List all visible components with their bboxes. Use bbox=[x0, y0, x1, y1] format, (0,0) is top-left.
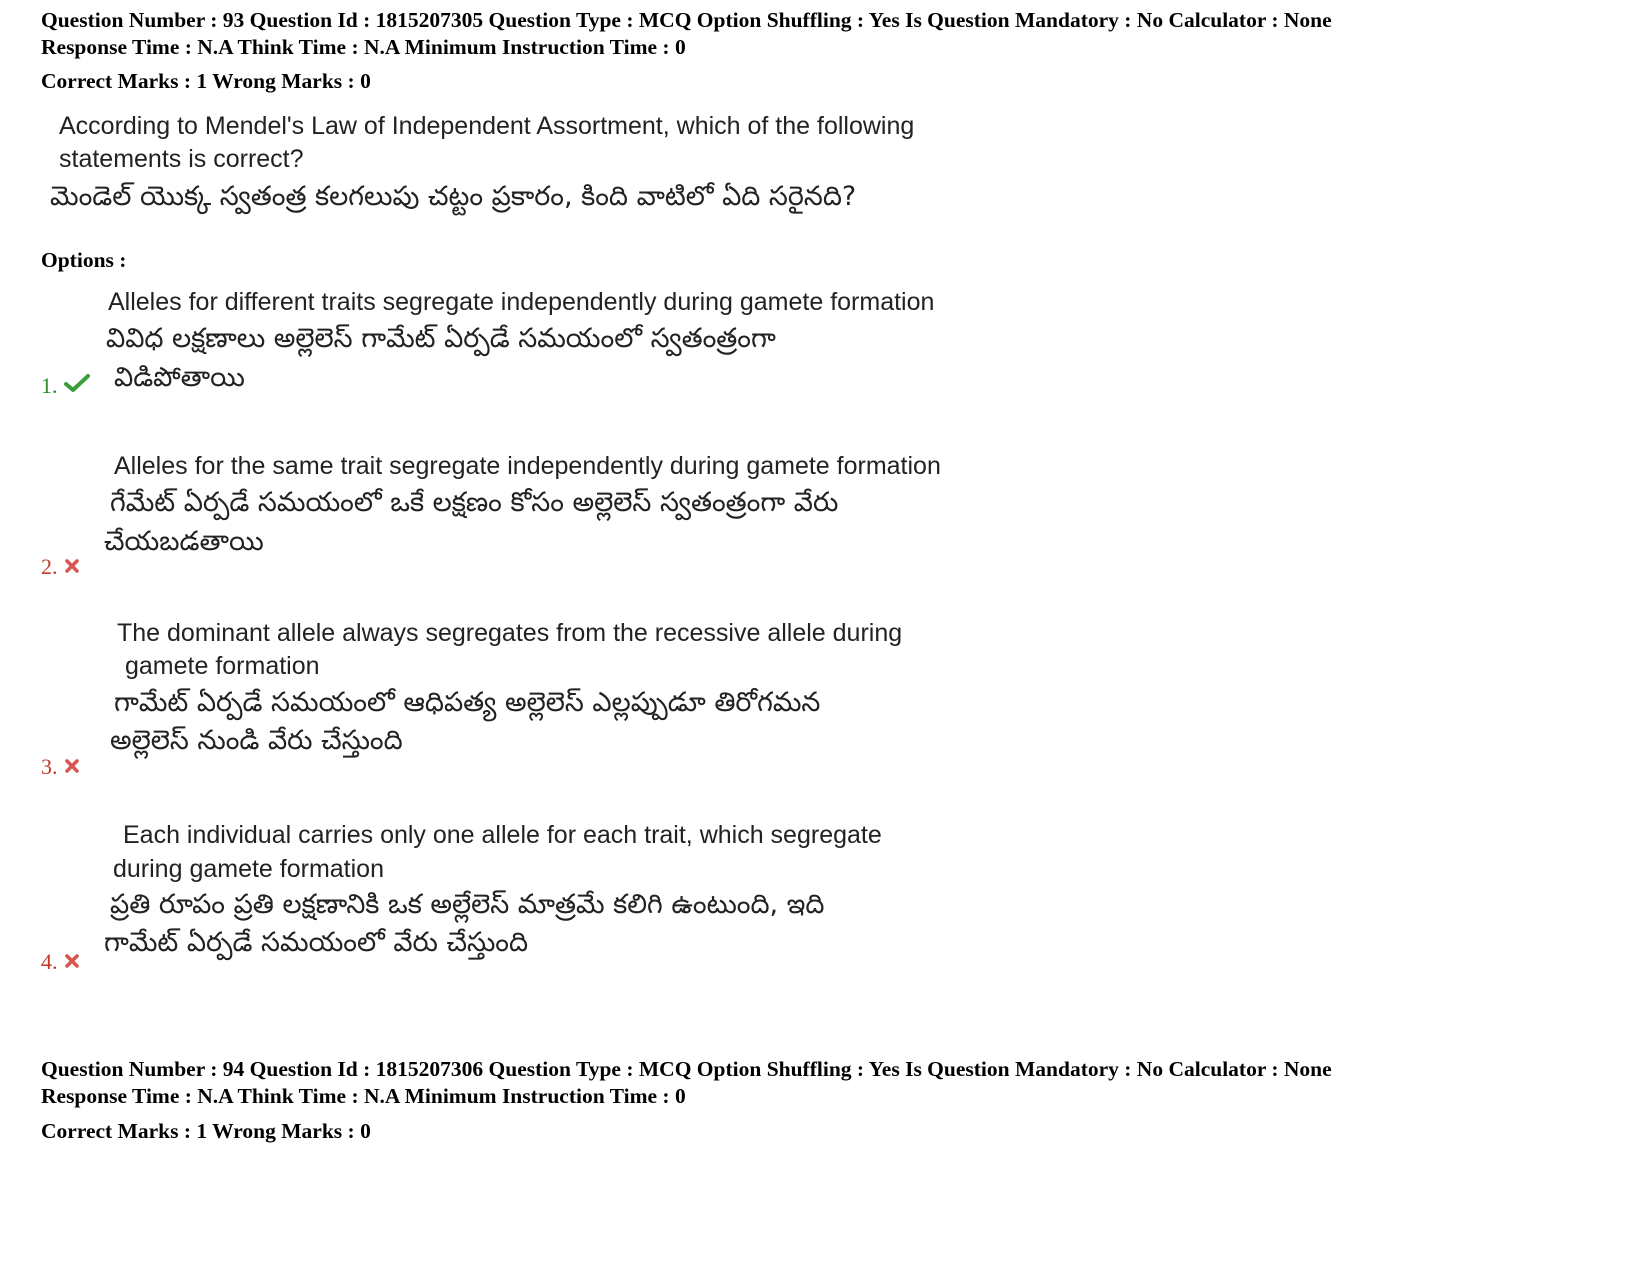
option-2-te-line2: చేయబడతాయి bbox=[104, 526, 264, 557]
option-2-te-line1: గేమేట్ ఏర్పడే సమయంలో ఒకే లక్షణం కోసం అల్లెలెస్ స్వతంత్రంగా వేరు bbox=[110, 487, 839, 518]
q94-marks: Correct Marks : 1 Wrong Marks : 0 bbox=[41, 1119, 371, 1143]
option-4-en-line2: during gamete formation bbox=[113, 855, 384, 883]
option-4-en-line1: Each individual carries only one allele for each trait, which segregate bbox=[123, 821, 882, 849]
option-4-number: 4. bbox=[41, 949, 80, 975]
cross-icon bbox=[64, 554, 80, 580]
q94-header-line2: Response Time : N.A Think Time : N.A Minimum Instruction Time : 0 bbox=[41, 1084, 686, 1108]
q93-header-line1: Question Number : 93 Question Id : 1815207305 Question Type : MCQ Option Shuffling : Yes Is Question Mandatory : No Calculator : None bbox=[41, 8, 1332, 32]
q93-header-line2: Response Time : N.A Think Time : N.A Minimum Instruction Time : 0 bbox=[41, 35, 686, 59]
option-2-en-line1: Alleles for the same trait segregate independently during gamete formation bbox=[114, 452, 941, 480]
option-3-en-line1: The dominant allele always segregates from the recessive allele during bbox=[117, 619, 903, 647]
option-3-te-line1: గామేట్ ఏర్పడే సమయంలో ఆధిపత్య అల్లెలెస్ ఎల్లప్పుడూ తిరోగమన bbox=[114, 687, 821, 718]
check-icon bbox=[64, 373, 90, 399]
cross-icon bbox=[64, 754, 80, 780]
option-3-number: 3. bbox=[41, 754, 80, 780]
option-1-number: 1. bbox=[41, 373, 90, 399]
cross-icon bbox=[64, 949, 80, 975]
q93-question-te: మెండెల్ యొక్క స్వతంత్ర కలగలుపు చట్టం ప్రకారం, కింది వాటిలో ఏది సరైనది? bbox=[50, 181, 857, 212]
option-2-number: 2. bbox=[41, 554, 80, 580]
option-1-te-line1: వివిధ లక్షణాలు అల్లెలెస్ గామేట్ ఏర్పడే సమయంలో స్వతంత్రంగా bbox=[106, 323, 776, 354]
options-label: Options : bbox=[41, 248, 127, 272]
option-1-en-line1: Alleles for different traits segregate independently during gamete formation bbox=[108, 288, 935, 316]
option-3-en-line2: gamete formation bbox=[125, 652, 320, 680]
option-4-te-line1: ప్రతి రూపం ప్రతి లక్షణానికి ఒక అల్లేలెస్ మాత్రమే కలిగి ఉంటుంది, ఇది bbox=[110, 889, 825, 920]
option-3-te-line2: అల్లెలెస్ నుండి వేరు చేస్తుంది bbox=[110, 725, 403, 756]
q94-header-line1: Question Number : 94 Question Id : 1815207306 Question Type : MCQ Option Shuffling : Yes Is Question Mandatory : No Calculator : None bbox=[41, 1057, 1332, 1081]
q93-question-en-line1: According to Mendel's Law of Independent Assortment, which of the following bbox=[59, 112, 915, 140]
q93-marks: Correct Marks : 1 Wrong Marks : 0 bbox=[41, 69, 371, 93]
option-1-te-line2: విడిపోతాయి bbox=[114, 362, 245, 393]
q93-question-en-line2: statements is correct? bbox=[59, 145, 304, 173]
option-4-te-line2: గామేట్ ఏర్పడే సమయంలో వేరు చేస్తుంది bbox=[104, 927, 529, 958]
